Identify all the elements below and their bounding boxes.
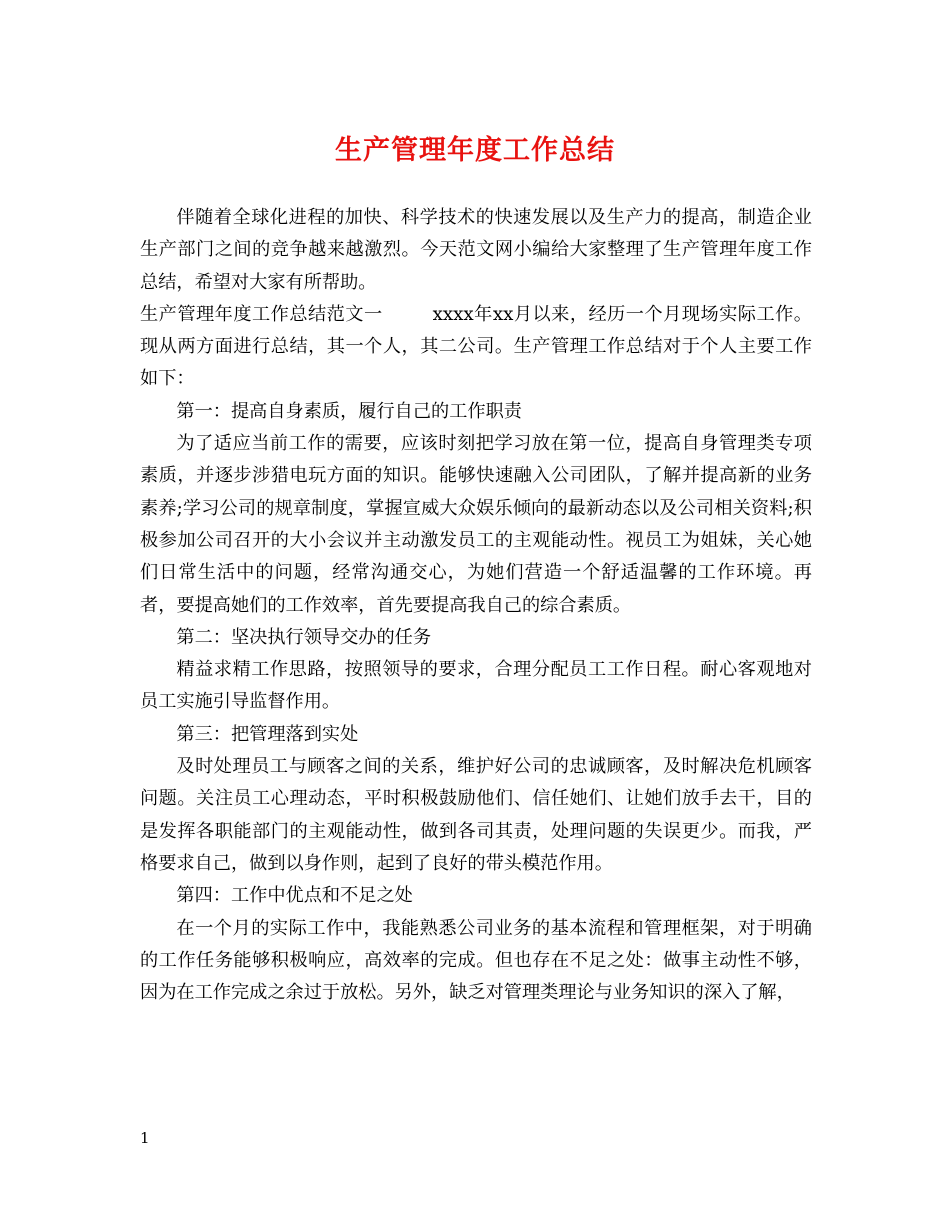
document-title: 生产管理年度工作总结 xyxy=(335,135,615,166)
sample-intro: xxxx年xx月以来，经历一个月现场实际工作。现从两方面进行总结，其一个人，其二公司。生产管理工作总结对于个人主要工作如下： xyxy=(140,303,812,390)
section-1-heading: 第一：提高自身素质，履行自己的工作职责 xyxy=(176,400,522,422)
section-1-body: 为了适应当前工作的需要，应该时刻把学习放在第一位，提高自身管理类专项素质，并逐步涉猎电玩方面的知识。能够快速融入公司团队，了解并提高新的业务素养;学习公司的规章制度，掌握宣威大众娱乐倾向的最新动态以及公司相关资料;积极参加公司召开的大小会议并主动激发员工的主观能动性。视员工为姐妹，关心她们日常生活中的问题，经常沟通交心，为她们营造一个舒适温馨的工作环境。再者，要提高她们的工作效率，首先要提高我自己的综合素质。 xyxy=(140,433,812,616)
section-2-heading: 第二：坚决执行领导交办的任务 xyxy=(176,626,432,648)
section-4-body: 在一个月的实际工作中，我能熟悉公司业务的基本流程和管理框架，对于明确的工作任务能够积极响应，高效率的完成。但也存在不足之处：做事主动性不够，因为在工作完成之余过于放松。另外，缺乏对管理类理论与业务知识的深入了解， xyxy=(140,917,812,1004)
section-3-body: 及时处理员工与顾客之间的关系，维护好公司的忠诚顾客，及时解决危机顾客问题。关注员工心理动态，平时积极鼓励他们、信任她们、让她们放手去干，目的是发挥各职能部门的主观能动性，做到各司其责，处理问题的失误更少。而我，严格要求自己，做到以身作则，起到了良好的带头模范作用。 xyxy=(140,756,812,874)
section-2-body: 精益求精工作思路，按照领导的要求，合理分配员工工作日程。耐心客观地对员工实施引导监督作用。 xyxy=(140,659,812,713)
sample-paragraph xyxy=(140,299,812,396)
sample-heading: 生产管理年度工作总结范文一 xyxy=(140,303,383,325)
section-3-heading: 第三：把管理落到实处 xyxy=(176,723,359,745)
section-4-heading: 第四：工作中优点和不足之处 xyxy=(176,885,413,907)
intro-paragraph: 伴随着全球化进程的加快、科学技术的快速发展以及生产力的提高，制造企业生产部门之间的竞争越来越激烈。今天范文网小编给大家整理了生产管理年度工作总结，希望对大家有所帮助。 xyxy=(140,207,812,293)
document-body xyxy=(140,202,812,1009)
page-number: 1 xyxy=(140,1129,150,1147)
